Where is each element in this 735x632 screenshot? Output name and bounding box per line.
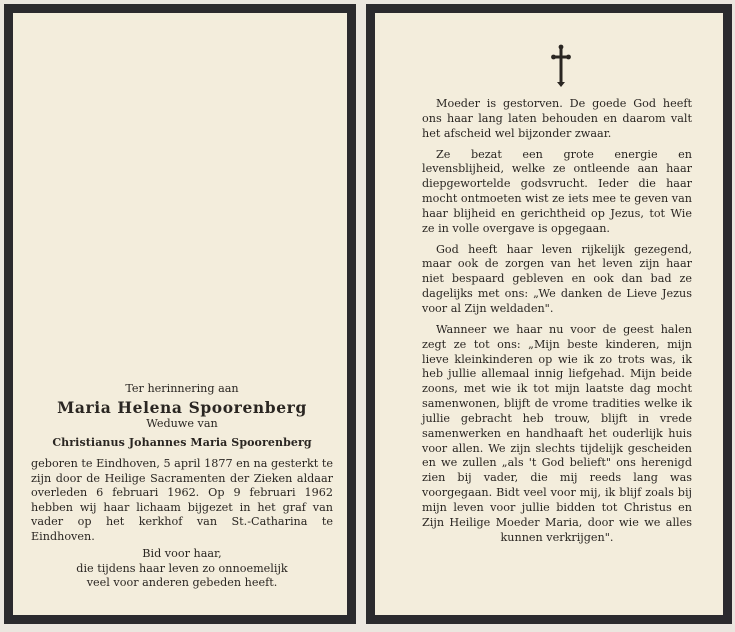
eulogy-text [422,97,692,551]
intro-line: Ter herinnering aan [125,382,239,395]
prayer-line: veel voor anderen gebeden heeft. [86,576,278,589]
left-card-paper [13,13,347,615]
left-card [4,4,356,624]
prayer-line: Bid voor haar, [142,547,222,560]
prayer-line: die tijdens haar leven zo onnoemelijk [76,561,288,575]
eulogy-paragraph: Wanneer we haar nu voor de geest halen zegt ze tot ons: „Mijn beste kinderen, mijn lieve kleinkinderen op wie ik zo trots was, ik heb jullie allemaal innig liefgehad. Mijn beide zoons, met wie ik tot mijn laatste dag mocht samenwonen, blijft de vrome tradities welke ik jullie gebracht heb trouw, blijft in vrede samenwerken en handhaaft het ouderlijk huis voor allen. We zijn slechts tijdelijk gescheiden en we zullen „als 't God belieft" ons herenigd zien bij vader, die mij reeds lang was voorgegaan. Bidt veel voor mij, ik blijf zoals bij mijn leven voor jullie bidden tot Christus en Zijn Heilige Moeder Maria, door wie we alles kunnen verkrijgen". [422,322,692,544]
dates-paragraph: geboren te Eindhoven, 5 april 1877 en na gesterkt te zijn door de Heilige Sacramenten der Zieken aldaar overleden 6 februari 1962. Op 9 februari 1962 hebben wij haar lichaam bijgezet in het graf van vader op het kerkhof van St.-Catharina te Eindhoven. [31,457,333,543]
widow-label: Weduwe van [146,417,218,430]
memorial-text [31,382,333,591]
right-card-paper [375,13,723,615]
eulogy-paragraph: Ze bezat een grote energie en levensblijheid, welke ze ontleende aan haar diepgewortelde godsvrucht. Ieder die haar mocht ontmoeten wist ze iets mee te geven van haar blijheid en gerichtheid op Jezus, tot Wie ze in volle overgave is opgegaan. [422,147,692,235]
right-card [366,4,732,624]
eulogy-paragraph: Moeder is gestorven. De goede God heeft ons haar lang laten behouden en daarom valt het afscheid wel bijzonder zwaar. [422,97,692,140]
cross-icon [551,44,571,88]
deceased-name: Maria Helena Spoorenberg [57,397,307,417]
husband-name: Christianus Johannes Maria Spoorenberg [52,435,312,449]
prayer-text [31,547,333,591]
eulogy-paragraph: God heeft haar leven rijkelijk gezegend, maar ook de zorgen van het leven zijn haar niet bespaard gebleven en ook dan bad ze dagelijks met ons: „We danken de Lieve Jezus voor al Zijn weldaden". [422,242,692,315]
